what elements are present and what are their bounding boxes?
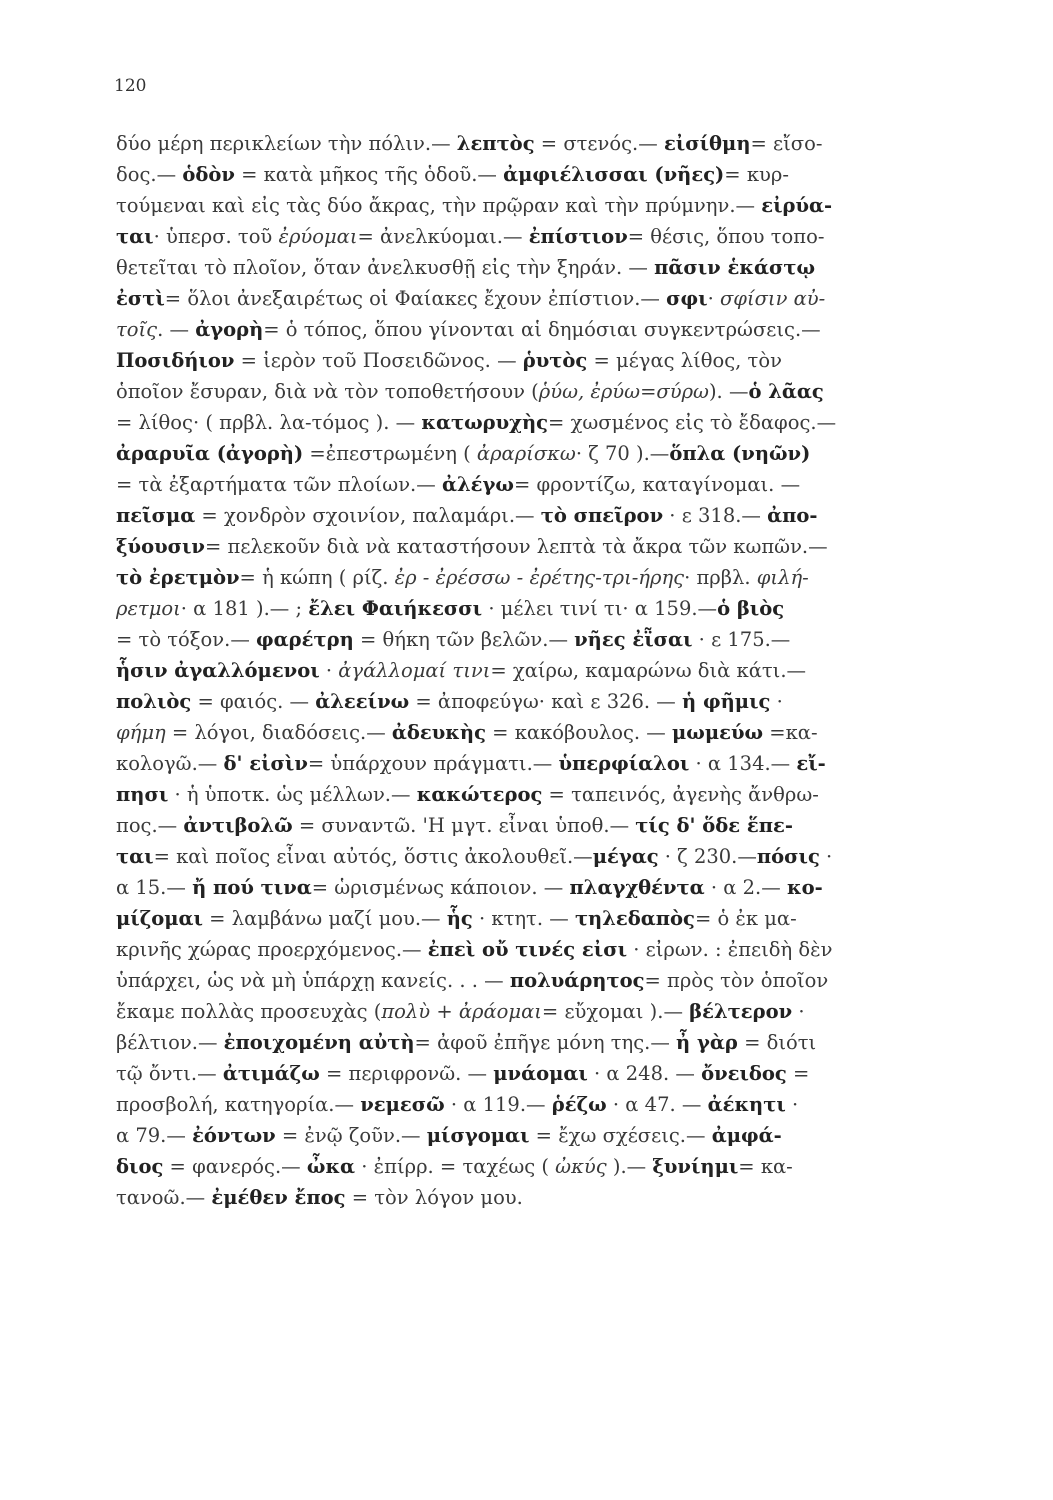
text-line — [116, 903, 976, 934]
headword: ἐπίστιον — [528, 225, 628, 248]
headword: βέλτερον — [689, 1000, 793, 1023]
headword: ἀπο- — [767, 504, 818, 527]
gloss-text: ).— — [606, 1155, 653, 1178]
italic-text: τοῖς — [116, 318, 158, 341]
headword: ξυνίημι — [652, 1155, 739, 1178]
gloss-text: · α 181 ).— ; — [180, 597, 309, 620]
headword: ἀέκητι — [707, 1093, 786, 1116]
headword: ἀραρυῖα (ἀγορὴ) — [116, 442, 304, 465]
text-line — [116, 841, 976, 872]
gloss-text: α 15.— — [116, 876, 193, 899]
headword: τίς δ' ὅδε ἕπε- — [635, 814, 793, 837]
gloss-text: · πρβλ. — [684, 566, 757, 589]
text-line — [116, 283, 976, 314]
gloss-text: = — [786, 1062, 810, 1085]
gloss-text: = λόγοι, διαδόσεις.— — [165, 721, 392, 744]
headword: ξύουσιν — [116, 535, 205, 558]
italic-text: σφίσιν αὐ- — [720, 287, 826, 310]
headword: νῆες ἐῗσαι — [574, 628, 693, 651]
gloss-text: = κα- — [738, 1155, 793, 1178]
headword: ἐποιχομένη αὐτὴ — [223, 1031, 415, 1054]
gloss-text: = ἀφοῦ ἐπῆγε μόνη της.— — [414, 1031, 677, 1054]
italic-text: ἀραρίσκω — [476, 442, 576, 465]
gloss-text: προσβολή, κατηγορία.— — [116, 1093, 361, 1116]
gloss-text: πος.— — [116, 814, 184, 837]
headword: ἐμέθεν ἔπος — [211, 1186, 346, 1209]
headword: πησι — [116, 783, 169, 806]
headword: φαρέτρη — [256, 628, 354, 651]
headword: ἐόντων — [192, 1124, 276, 1147]
gloss-text: = φαιός. — — [191, 690, 316, 713]
gloss-text: = ὁ τόπος, ὅπου γίνονται αἱ δημόσιαι συγκεντρώσεις.— — [263, 318, 821, 341]
text-line — [116, 593, 976, 624]
headword: ἧσιν ἀγαλλόμενοι — [116, 659, 320, 682]
text-line — [116, 531, 976, 562]
gloss-text: = ὁ ἐκ μα- — [694, 907, 797, 930]
text-line — [116, 1151, 976, 1182]
gloss-text: = λίθος· ( πρβλ. λα-τόμος ). — — [116, 411, 422, 434]
gloss-text: = ὡρισμένως κάποιον. — — [311, 876, 570, 899]
text-line — [116, 500, 976, 531]
headword: διος — [116, 1155, 164, 1178]
gloss-text: = θήκη τῶν βελῶν.— — [353, 628, 575, 651]
headword: ὁ βιὸς — [717, 597, 785, 620]
text-line — [116, 1120, 976, 1151]
gloss-text: = λαμβάνω μαζί μου.— — [202, 907, 447, 930]
gloss-text: · — [770, 690, 783, 713]
headword: εἰσίθμη — [663, 132, 751, 155]
gloss-text: = διότι — [737, 1031, 817, 1054]
gloss-text: = χωσμένος εἰς τὸ ἔδαφος.— — [548, 411, 837, 434]
gloss-text: . — — [157, 318, 196, 341]
gloss-text: = κακόβουλος. — — [485, 721, 672, 744]
headword: πεῖσμα — [116, 504, 196, 527]
page-number: 120 — [114, 76, 147, 96]
gloss-text: · α 119.— — [444, 1093, 552, 1116]
text-line — [116, 407, 976, 438]
headword: πλαγχθέντα — [569, 876, 705, 899]
italic-text: ἀγάλλομαί τινι — [338, 659, 491, 682]
gloss-text: · α 134.— — [689, 752, 797, 775]
italic-text: φιλή- — [756, 566, 809, 589]
gloss-text: · — [707, 287, 720, 310]
gloss-text: = χαίρω, καμαρώνω διὰ κάτι.— — [490, 659, 807, 682]
headword: μίζομαι — [116, 907, 203, 930]
gloss-text: ὁποῖον ἔσυραν, διὰ νὰ τὸν τοποθετήσουν ( — [116, 380, 539, 403]
gloss-text: = θέσις, ὅπου τοπο- — [627, 225, 825, 248]
headword: νεμεσῶ — [360, 1093, 445, 1116]
text-line — [116, 996, 976, 1027]
text-line — [116, 748, 976, 779]
gloss-text: = μέγας λίθος, τὸν — [587, 349, 782, 372]
headword: εἰρύα- — [761, 194, 833, 217]
gloss-text: = συναντῶ. 'Η μγτ. εἶναι ὑποθ.— — [292, 814, 636, 837]
headword: ἀτιμάζω — [222, 1062, 320, 1085]
headword: ἦ γὰρ — [676, 1031, 738, 1054]
gloss-text: = εἴσο- — [750, 132, 823, 155]
headword: ῥυτὸς — [522, 349, 588, 372]
gloss-text: = φανερός.— — [163, 1155, 307, 1178]
headword: ὅπλα (νηῶν) — [669, 442, 811, 465]
gloss-text: =κα- — [763, 721, 818, 744]
italic-text: ῥύω, ἐρύω=σύρω — [538, 380, 709, 403]
gloss-text: ἔκαμε πολλὰς προσευχὰς ( — [116, 1000, 382, 1023]
gloss-text: · ε 318.— — [663, 504, 768, 527]
text-line — [116, 190, 976, 221]
gloss-text: · ζ 70 ).— — [575, 442, 670, 465]
text-line — [116, 562, 976, 593]
gloss-text: · — [792, 1000, 805, 1023]
headword: ὁ λᾶας — [748, 380, 824, 403]
text-line — [116, 469, 976, 500]
gloss-text: θετεῖται τὸ πλοῖον, ὅταν ἀνελκυσθῇ εἰς τὴν ξηράν. — — [116, 256, 655, 279]
headword: ῥέζω — [551, 1093, 607, 1116]
headword: ἀλέγω — [441, 473, 514, 496]
gloss-text: τῷ ὄντι.— — [116, 1062, 223, 1085]
headword: ἐστὶ — [116, 287, 165, 310]
italic-text: πολὺ + ἀράομαι — [381, 1000, 542, 1023]
text-line — [116, 221, 976, 252]
text-line — [116, 314, 976, 345]
text-line — [116, 872, 976, 903]
italic-text: ὠκύς — [555, 1155, 607, 1178]
gloss-text: = τὰ ἐξαρτήματα τῶν πλοίων.— — [116, 473, 442, 496]
gloss-text: · ἡ ὑποτκ. ὡς μέλλων.— — [168, 783, 417, 806]
headword: δ' εἰσὶν — [223, 752, 308, 775]
italic-text: ρετμοι — [116, 597, 181, 620]
headword: ἀγορὴ — [195, 318, 264, 341]
gloss-text: · ἐπίρρ. = ταχέως ( — [355, 1155, 556, 1178]
gloss-text: δύο μέρη περικλείων τὴν πόλιν.— — [116, 132, 457, 155]
headword: μνάομαι — [493, 1062, 588, 1085]
headword: ἀλεείνω — [315, 690, 410, 713]
gloss-text: · α 248. — — [587, 1062, 702, 1085]
gloss-text: κολογῶ.— — [116, 752, 224, 775]
headword: ὄνειδος — [701, 1062, 787, 1085]
gloss-text: = πελεκοῦν διὰ νὰ καταστήσουν λεπτὰ τὰ ἄκρα τῶν κωπῶν.— — [204, 535, 828, 558]
headword: πᾶσιν ἑκάστῳ — [654, 256, 816, 279]
gloss-text: · ὑπερσ. τοῦ — [153, 225, 279, 248]
gloss-text: = πρὸς τὸν ὁποῖον — [644, 969, 829, 992]
headword: Ποσιδήιον — [116, 349, 235, 372]
gloss-text: = κυρ- — [724, 163, 789, 186]
headword: σφι — [666, 287, 708, 310]
headword: κατωρυχὴς — [421, 411, 549, 434]
gloss-text: = ὑπάρχουν πράγματι.— — [307, 752, 559, 775]
gloss-text: = φροντίζω, καταγίνομαι. — — [513, 473, 801, 496]
headword: ἀδευκὴς — [391, 721, 486, 744]
gloss-text: = ταπεινός, ἀγενὴς ἄνθρω- — [542, 783, 819, 806]
gloss-text: =ἐπεστρωμένη ( — [303, 442, 477, 465]
headword: ἀμφά- — [711, 1124, 782, 1147]
gloss-text: · ε 175.— — [692, 628, 791, 651]
headword: μέγας — [592, 845, 659, 868]
gloss-text: = τὸν λόγον μου. — [345, 1186, 523, 1209]
gloss-text: = ἱερὸν τοῦ Ποσειδῶνος. — — [234, 349, 523, 372]
text-line — [116, 655, 976, 686]
gloss-text: = κατὰ μῆκος τῆς ὁδοῦ.— — [234, 163, 504, 186]
headword: ἧς — [446, 907, 473, 930]
headword: ἤ πού τινα — [192, 876, 312, 899]
gloss-text: = στενός.— — [534, 132, 664, 155]
gloss-text: · εἰρων. : ἐπειδὴ δὲν — [627, 938, 833, 961]
gloss-text: · — [819, 845, 833, 868]
gloss-text: = ἀνελκύομαι.— — [357, 225, 529, 248]
gloss-text: = ἀποφεύγω· καὶ ε 326. — — [409, 690, 683, 713]
gloss-text: = ὅλοι ἀνεξαιρέτως οἱ Φαίακες ἔχουν ἐπίστιον.— — [164, 287, 667, 310]
gloss-text: · μέλει τινί τι· α 159.— — [482, 597, 718, 620]
gloss-text: τούμεναι καὶ εἰς τὰς δύο ἄκρας, τὴν πρῷραν καὶ τὴν πρύμνην.— — [116, 194, 762, 217]
headword: πολυάρητος — [509, 969, 645, 992]
italic-text: φήμη — [116, 721, 166, 744]
text-line — [116, 779, 976, 810]
headword: κακώτερος — [416, 783, 543, 806]
text-line — [116, 252, 976, 283]
gloss-text: ). — — [708, 380, 749, 403]
gloss-text: · κτητ. — — [472, 907, 575, 930]
text-line — [116, 934, 976, 965]
body-text — [116, 128, 976, 1213]
text-line — [116, 717, 976, 748]
headword: πολιὸς — [116, 690, 192, 713]
text-line — [116, 965, 976, 996]
headword: ἀμφιέλισσαι (νῆες) — [503, 163, 725, 186]
gloss-text: κρινῆς χώρας προερχόμενος.— — [116, 938, 428, 961]
text-line — [116, 128, 976, 159]
headword: μίσγομαι — [426, 1124, 530, 1147]
headword: ται — [116, 225, 154, 248]
gloss-text: βέλτιον.— — [116, 1031, 224, 1054]
text-line — [116, 686, 976, 717]
gloss-text: = καὶ ποῖος εἶναι αὐτός, ὅστις ἀκολουθεῖ.— — [153, 845, 593, 868]
gloss-text: δος.— — [116, 163, 183, 186]
headword: τηλεδαπὸς — [574, 907, 695, 930]
gloss-text: ὑπάρχει, ὡς νὰ μὴ ὑπάρχῃ κανείς. . . — — [116, 969, 510, 992]
gloss-text: = εὔχομαι ).— — [541, 1000, 690, 1023]
headword: λεπτὸς — [456, 132, 535, 155]
headword: ἐπεὶ οὔ τινές εἰσι — [427, 938, 628, 961]
text-line — [116, 159, 976, 190]
gloss-text: = ἔχω σχέσεις.— — [529, 1124, 712, 1147]
gloss-text: α 79.— — [116, 1124, 193, 1147]
text-line — [116, 1182, 976, 1213]
text-line — [116, 1089, 976, 1120]
headword: εἴ- — [796, 752, 826, 775]
headword: ται — [116, 845, 154, 868]
gloss-text: · α 2.— — [704, 876, 787, 899]
headword: ὦκα — [306, 1155, 356, 1178]
italic-text: ἐρύομαι — [278, 225, 358, 248]
text-line — [116, 1027, 976, 1058]
headword: τὸ σπεῖρον — [540, 504, 664, 527]
gloss-text: · — [319, 659, 339, 682]
gloss-text: = τὸ τόξον.— — [116, 628, 257, 651]
text-line — [116, 810, 976, 841]
gloss-text: τανοῶ.— — [116, 1186, 212, 1209]
text-line — [116, 624, 976, 655]
headword: τὸ ἐρετμὸν — [116, 566, 240, 589]
headword: ἡ φῆμις — [682, 690, 771, 713]
text-line — [116, 376, 976, 407]
headword: κο- — [786, 876, 823, 899]
text-line — [116, 1058, 976, 1089]
headword: ὁδὸν — [182, 163, 235, 186]
headword: πόσις — [756, 845, 820, 868]
gloss-text: · — [785, 1093, 799, 1116]
headword: ἔλει Φαιήκεσσι — [308, 597, 483, 620]
italic-text: ἐρ - ἐρέσσω - ἐρέτης-τρι-ήρης — [394, 566, 685, 589]
headword: μωμεύω — [671, 721, 764, 744]
headword: ὑπερφίαλοι — [558, 752, 690, 775]
gloss-text: = ἡ κώπη ( ρίζ. — [239, 566, 395, 589]
headword: ἀντιβολῶ — [183, 814, 293, 837]
text-line — [116, 345, 976, 376]
gloss-text: · ζ 230.— — [658, 845, 757, 868]
gloss-text: = περιφρονῶ. — — [319, 1062, 494, 1085]
gloss-text: = χονδρὸν σχοινίον, παλαμάρι.— — [195, 504, 541, 527]
text-line — [116, 438, 976, 469]
gloss-text: · α 47. — — [606, 1093, 708, 1116]
gloss-text: = ἐνῷ ζοῦν.— — [275, 1124, 427, 1147]
